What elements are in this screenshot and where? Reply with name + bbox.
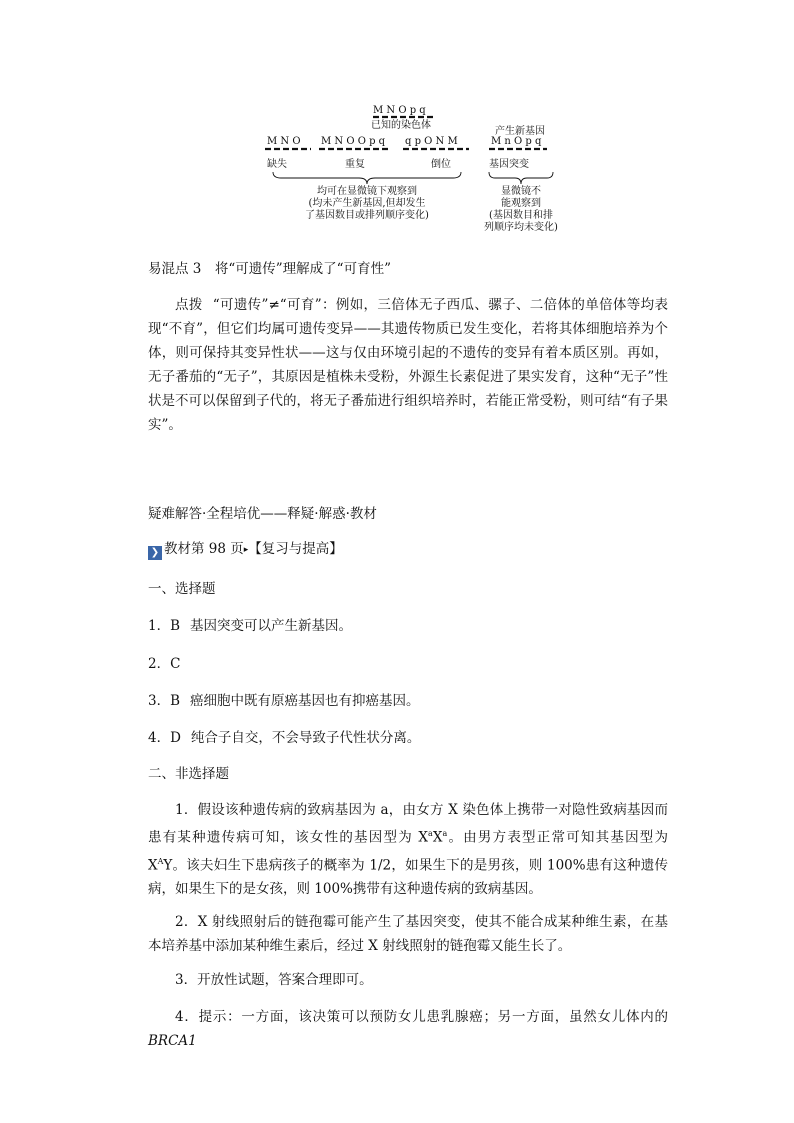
deletion-sequence: M N O [267,136,301,147]
q1-text-a: 1．假设该种遗传病的致病基因为 a，由女方 X 染色体上携带一对隐性致病基因而患有某种遗传病可知，该女性的基因型为 X [148,802,668,846]
left-brace [273,172,461,184]
answer-item [148,692,420,710]
answer-text: 癌细胞中既有原癌基因也有抑癌基因。 [190,693,420,709]
q1-text-c: 。由男方表型正常可知其基因型为 X [148,829,669,873]
brace-right-line-4: 列顺序均未变化) [484,222,558,233]
hint-lead: 点拨 [175,297,203,313]
q1-sup-3: A [157,856,164,866]
known-chromosome-label: 已知的染色体 [371,120,431,131]
q1-sup-1: a [428,829,433,838]
duplication-sequence: M N O O p q [321,136,386,147]
textbook-reference [148,540,343,560]
right-brace [489,172,553,184]
confusion-point-heading: 易混点 3 将“可遗传”理解成了“可育性” [148,261,391,277]
answer-item [148,617,352,635]
answer-text: 基因突变可以产生新基因。 [190,618,353,634]
mutation-label: 基因突变 [489,159,529,170]
new-gene-label: 产生新基因 [495,126,545,137]
inversion-sequence: q p O N M [405,136,458,147]
question-4-answer [148,1005,668,1053]
question-3-answer [148,968,668,992]
mutation-sequence: M n O p q [491,136,542,147]
answer-item [148,729,420,747]
q3-text: 3．开放性试题，答案合理即可。 [175,972,373,988]
q2-text: 2．X 射线照射后的链孢霉可能产生了基因突变，使其不能合成某种维生素，在基本培养基中添加某种维生素后，经过 X 射线照射的链孢霉又能生长了。 [148,914,668,954]
brace-left-line-3: 了基因数目或排列顺序变化) [305,210,429,221]
answer-text: 纯合子自交，不会导致子代性状分离。 [190,730,421,746]
inversion-label: 倒位 [431,159,451,170]
answer-number: 2．C [148,656,181,672]
answer-item [148,655,180,673]
triangle-icon: ▸ [243,545,249,555]
q4-gene-name: BRCA1 [148,1033,197,1049]
part-two-heading: 二、非选择题 [148,766,229,782]
chromosome-variation-diagram [255,98,575,238]
deletion-label: 缺失 [267,159,287,170]
brace-right-line-1: 显微镜不 [501,186,541,197]
hint-body: “可遗传”≠“可育”：例如，三倍体无子西瓜、骡子、二倍体的单倍体等均表现“不育”，但它们均属可遗传变异——其遗传物质已发生变化，若将其体细胞培养为个体，则可保持其变异性状——这与仅由环境引起的不遗传的变异有着本质区别。再如，无子番茄的“无子”，其原因是植株未受粉，外源生长素促进了果实发育，这种“无子”性状是不可以保留到子代的，将无子番茄进行组织培养时，若能正常受粉，则可结“有子果实”。 [148,297,669,433]
top-sequence: M N O p q [373,105,426,116]
q1-sup-2: a [442,829,448,838]
q1-text-d: Y。该夫妇生下患病孩子的概率为 1/2，如果生下的是男孩，则 100%患有这种遗传病，如果生下的是女孩，则 100%携带有这种遗传病的致病基因。 [148,857,668,897]
question-1-answer [148,798,668,901]
textbook-page: 教材第 98 页 [164,541,244,557]
part-one-heading: 一、选择题 [148,581,216,597]
section-title: 疑难解答·全程培优——释疑·解惑·教材 [148,506,377,522]
textbook-tag: 【复习与提高】 [248,541,343,557]
q1-text-b: X [432,829,443,846]
brace-right-line-3: (基因数目和排 [489,210,553,221]
question-2-answer [148,910,668,958]
brace-left-line-1: 均可在显微镜下观察到 [317,186,417,197]
brace-right-line-2: 能观察到 [501,198,541,209]
answer-number: 4．D [148,730,181,746]
arrow-marker-icon: ❯ [148,546,162,560]
duplication-label: 重复 [345,159,365,170]
answer-number: 3．B [148,693,181,709]
answer-number: 1．B [148,618,181,634]
q4-text: 4．提示：一方面，该决策可以预防女儿患乳腺癌；另一方面，虽然女儿体内的 [175,1009,668,1025]
diagram-svg [255,98,575,238]
confusion-point-paragraph [148,293,668,437]
brace-left-line-2: (均未产生新基因,但却发生 [308,198,426,209]
